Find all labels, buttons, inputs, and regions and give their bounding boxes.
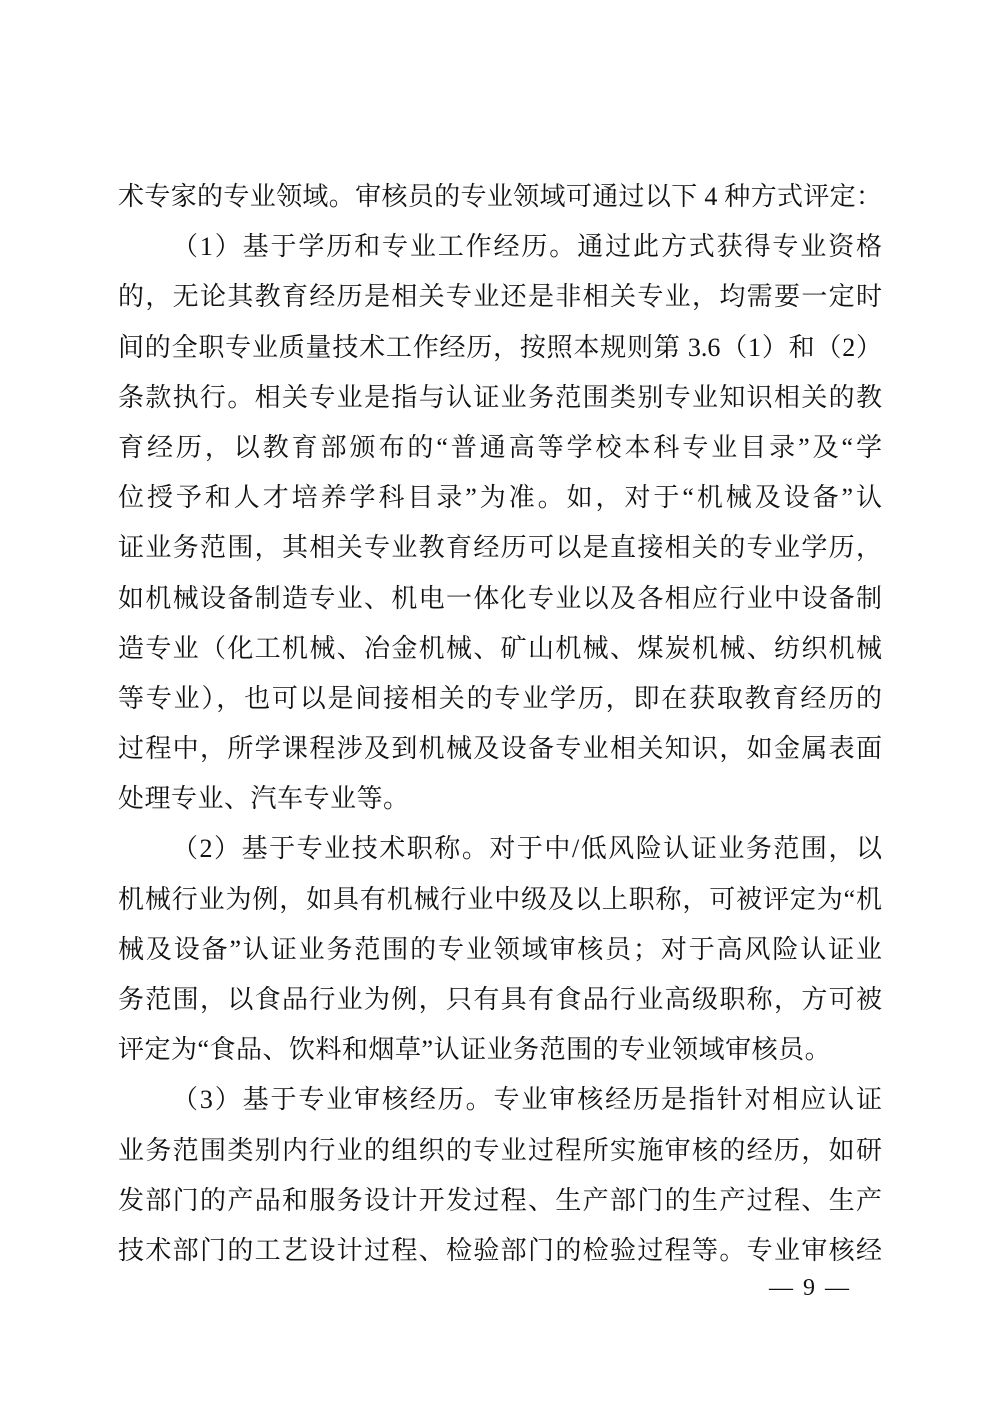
page-number: — 9 — [769, 1275, 851, 1301]
text-line: 如机械设备制造专业、机电一体化专业以及各相应行业中设备制 [118, 583, 882, 613]
document-body [118, 172, 882, 1276]
text-line: 术专家的专业领域。审核员的专业领域可通过以下 4 种方式评定： [118, 182, 882, 211]
text-line: 造专业（化工机械、冶金机械、矿山机械、煤炭机械、纺织机械 [118, 633, 882, 663]
text-line: （3）基于专业审核经历。专业审核经历是指针对相应认证 [172, 1085, 882, 1115]
text-line: 务范围，以食品行业为例，只有具有食品行业高级职称，方可被 [118, 985, 882, 1014]
text-line: 间的全职专业质量技术工作经历，按照本规则第 3.6（1）和（2） [118, 332, 882, 362]
text-line: 等专业），也可以是间接相关的专业学历，即在获取教育经历的 [118, 683, 882, 713]
text-line: 械及设备”认证业务范围的专业领域审核员；对于高风险认证业 [118, 934, 882, 964]
text-line: 过程中，所学课程涉及到机械及设备专业相关知识，如金属表面 [118, 734, 882, 764]
text-line: 发部门的产品和服务设计开发过程、生产部门的生产过程、生产 [118, 1185, 882, 1215]
text-line: 证业务范围，其相关专业教育经历可以是直接相关的专业学历， [118, 533, 882, 563]
text-line: 评定为“食品、饮料和烟草”认证业务范围的专业领域审核员。 [118, 1035, 832, 1065]
text-line: 业务范围类别内行业的组织的专业过程所实施审核的经历，如研 [118, 1135, 882, 1165]
text-line: 处理专业、汽车专业等。 [118, 784, 410, 814]
text-line: 机械行业为例，如具有机械行业中级及以上职称，可被评定为“机 [118, 884, 882, 914]
text-line: 育经历，以教育部颁布的“普通高等学校本科专业目录”及“学 [118, 432, 882, 462]
text-line: 条款执行。相关专业是指与认证业务范围类别专业知识相关的教 [118, 382, 882, 412]
text-line: （2）基于专业技术职称。对于中/低风险认证业务范围，以 [172, 834, 882, 864]
text-line: 的，无论其教育经历是相关专业还是非相关专业，均需要一定时 [118, 282, 882, 312]
text-line: 技术部门的工艺设计过程、检验部门的检验过程等。专业审核经 [118, 1235, 882, 1265]
text-line: （1）基于学历和专业工作经历。通过此方式获得专业资格 [172, 232, 882, 262]
text-line: 位授予和人才培养学科目录”为准。如，对于“机械及设备”认 [118, 483, 882, 513]
